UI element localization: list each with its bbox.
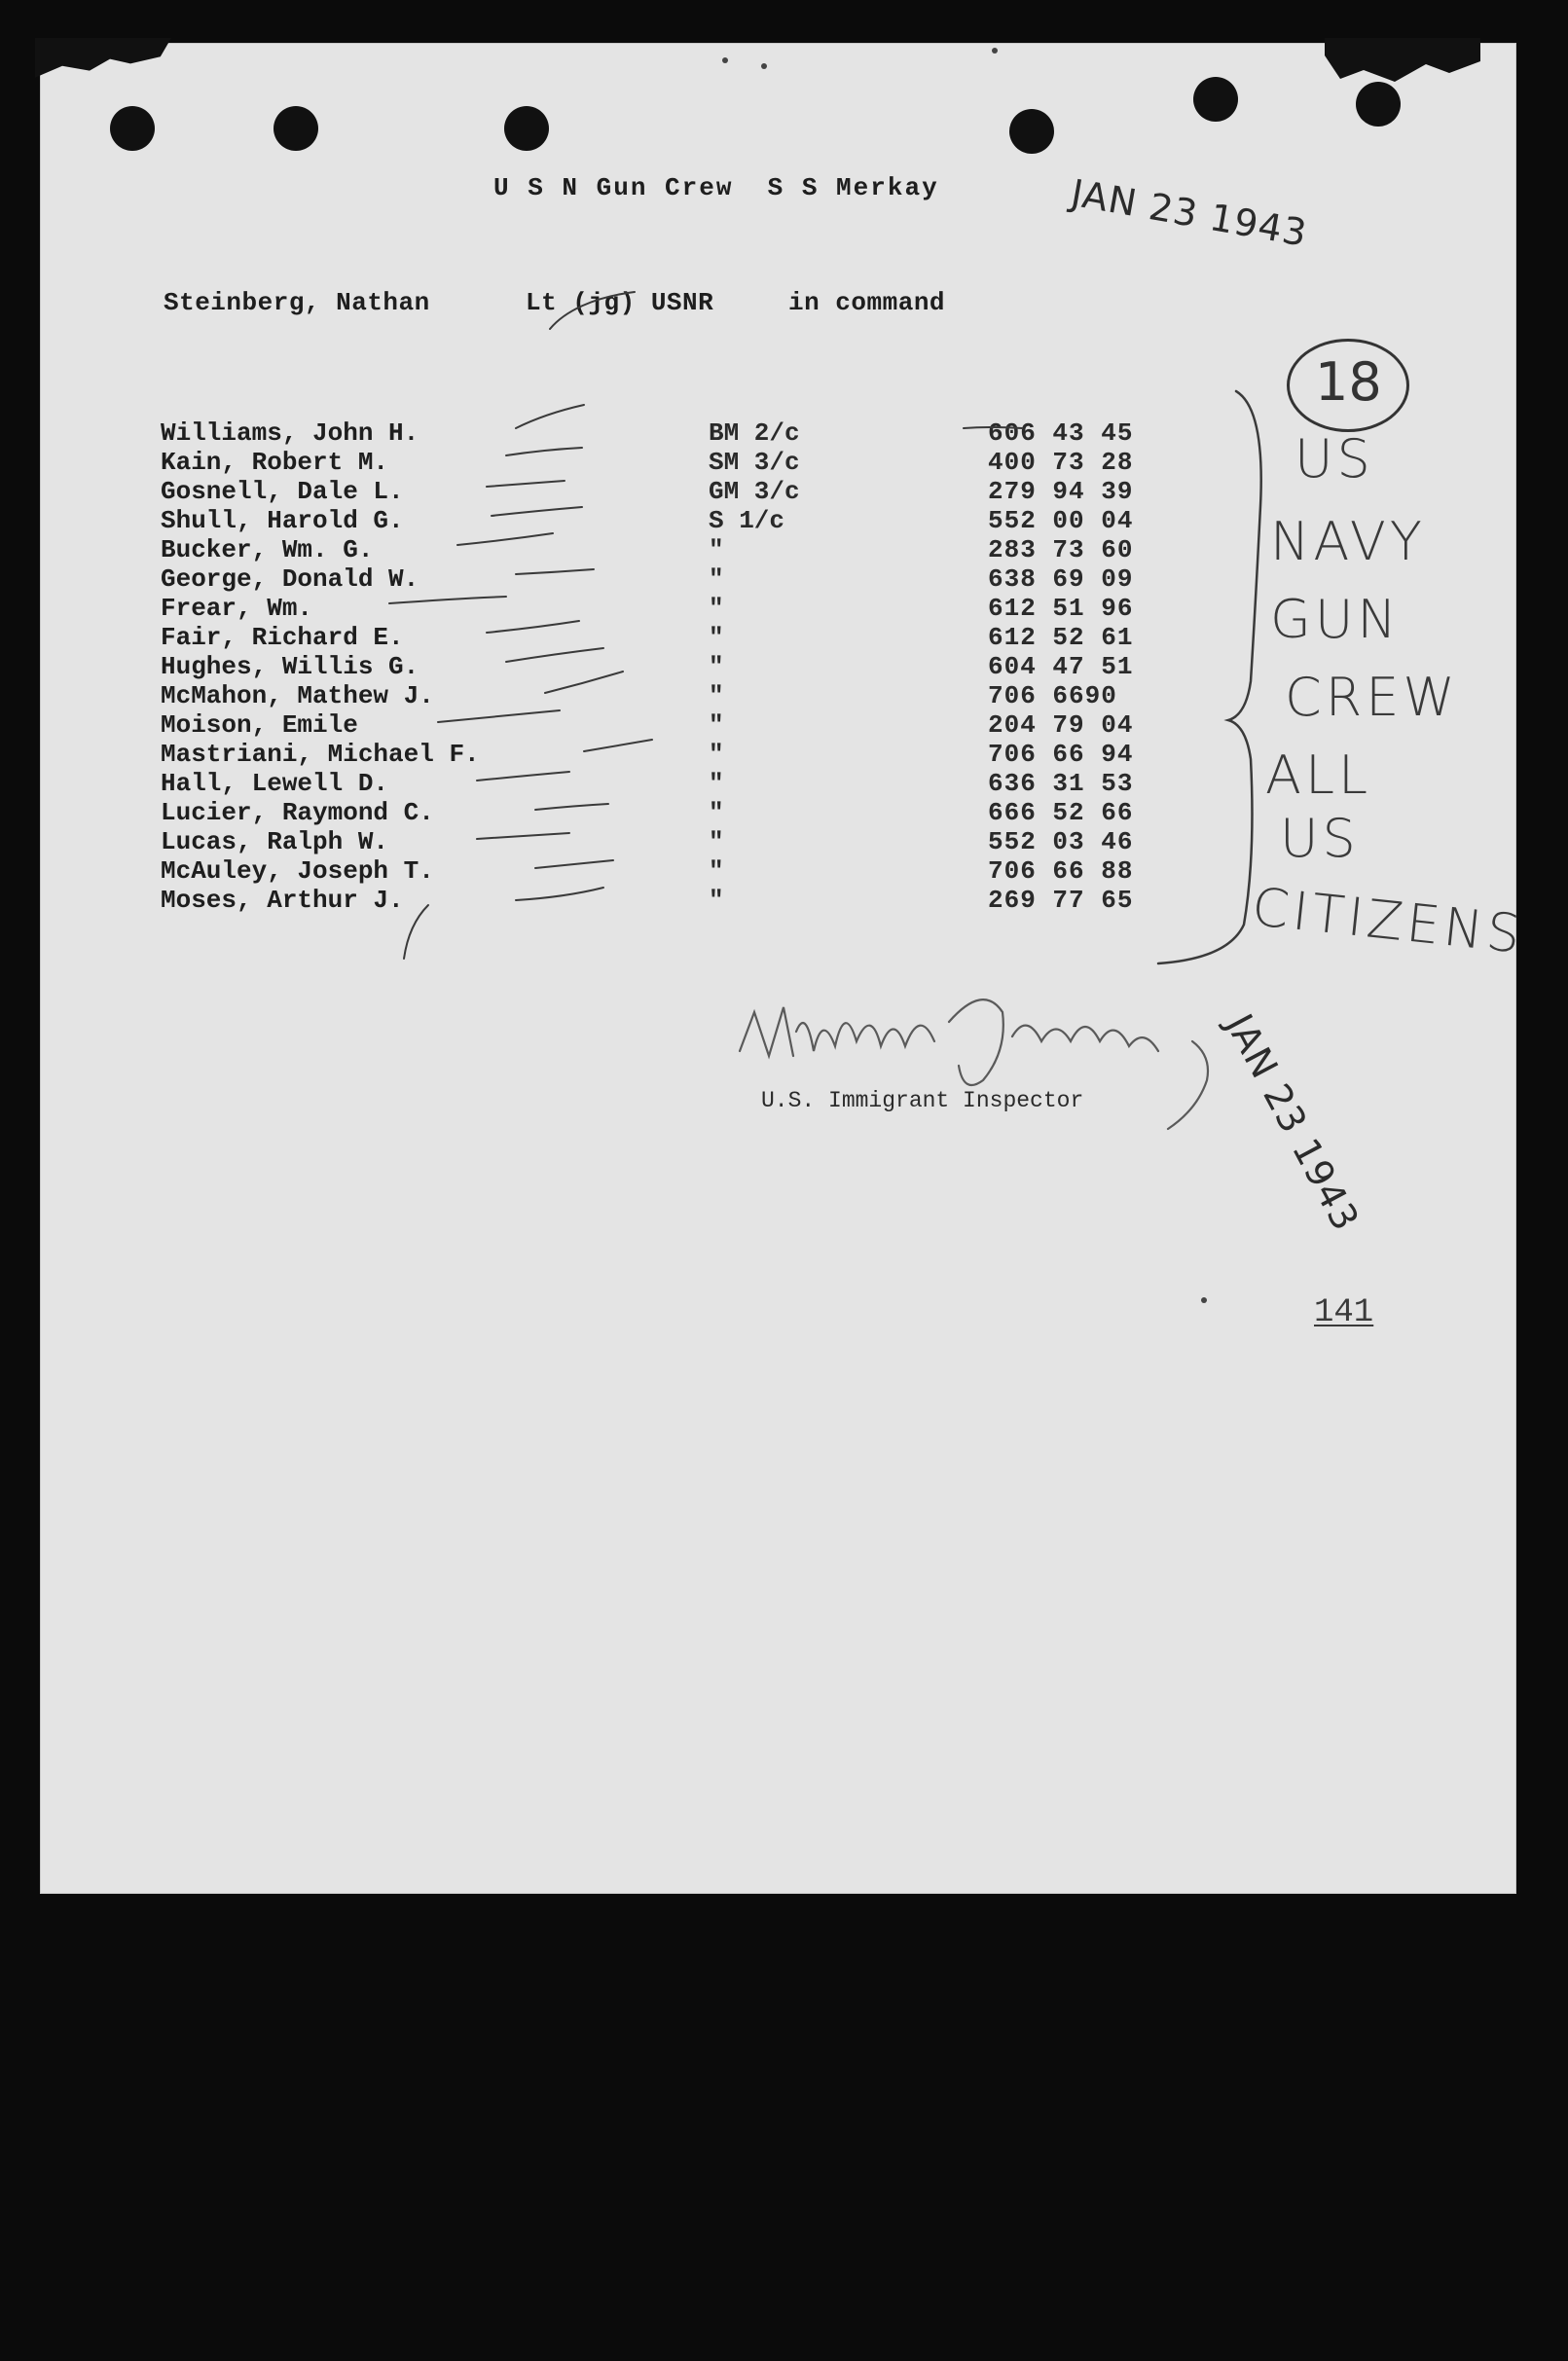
check-mark: [457, 533, 553, 545]
crew-rating: ": [709, 740, 724, 769]
stray-pen-stroke: [964, 427, 1022, 428]
received-date-stamp-rotated: JAN 23 1943: [1218, 1007, 1368, 1239]
crew-name: McMahon, Mathew J.: [161, 681, 434, 710]
crew-rating: ": [709, 564, 724, 594]
crew-name: Williams, John H.: [161, 418, 419, 448]
crew-service-number: 552 03 46: [988, 827, 1134, 856]
crew-service-number: 612 52 61: [988, 623, 1134, 652]
crew-rating: ": [709, 652, 724, 681]
stray-dot: [992, 48, 998, 54]
check-mark: [438, 710, 560, 722]
crew-name: Kain, Robert M.: [161, 448, 389, 477]
handwritten-note-line: NAVY: [1270, 511, 1426, 572]
handwritten-count-circle: [1287, 339, 1409, 432]
crew-rating: ": [709, 710, 724, 740]
crew-service-number: 204 79 04: [988, 710, 1134, 740]
check-mark: [535, 804, 608, 810]
check-mark: [492, 507, 582, 516]
crew-service-number: 269 77 65: [988, 886, 1134, 915]
document-title: U S N Gun Crew S S Merkay: [493, 173, 939, 202]
commander-role: in command: [788, 288, 946, 317]
crew-name: Lucier, Raymond C.: [161, 798, 434, 827]
crew-service-number: 706 66 94: [988, 740, 1134, 769]
crew-rating: ": [709, 856, 724, 886]
crew-service-number: 706 66 88: [988, 856, 1134, 886]
check-mark: [506, 448, 582, 455]
check-mark: [516, 569, 594, 574]
crew-rating: ": [709, 594, 724, 623]
crew-name: Moses, Arthur J.: [161, 886, 404, 915]
crew-name: Bucker, Wm. G.: [161, 535, 374, 564]
crew-rating: BM 2/c: [709, 418, 800, 448]
stray-dot: [761, 63, 767, 69]
crew-rating: S 1/c: [709, 506, 785, 535]
crew-name: Mastriani, Michael F.: [161, 740, 480, 769]
crew-rating: ": [709, 827, 724, 856]
received-date-stamp: JAN 23 1943: [1068, 171, 1311, 255]
handwritten-count: 18: [1315, 351, 1382, 413]
crew-name: McAuley, Joseph T.: [161, 856, 434, 886]
crew-service-number: 606 43 45: [988, 418, 1134, 448]
check-mark: [535, 860, 613, 868]
check-mark: [550, 292, 635, 329]
check-mark: [516, 888, 603, 900]
check-mark: [487, 621, 579, 633]
crew-rating: ": [709, 886, 724, 915]
crew-rating: ": [709, 535, 724, 564]
stray-dot: [1201, 1297, 1207, 1303]
crew-rating: GM 3/c: [709, 477, 800, 506]
commander-rank: Lt (jg) USNR: [526, 288, 714, 317]
crew-name: Lucas, Ralph W.: [161, 827, 389, 856]
check-mark: [506, 648, 603, 662]
crew-rating: ": [709, 798, 724, 827]
crew-service-number: 552 00 04: [988, 506, 1134, 535]
crew-rating: ": [709, 769, 724, 798]
check-mark: [487, 481, 565, 487]
stray-pen-stroke: [404, 905, 428, 959]
crew-service-number: 636 31 53: [988, 769, 1134, 798]
handwritten-note-line: CITIZENS: [1249, 876, 1527, 965]
crew-service-number: 400 73 28: [988, 448, 1134, 477]
crew-rating: SM 3/c: [709, 448, 800, 477]
check-mark: [584, 740, 652, 751]
commander-name: Steinberg, Nathan: [164, 288, 430, 317]
check-mark: [545, 672, 623, 693]
check-mark: [477, 833, 569, 839]
crew-service-number: 283 73 60: [988, 535, 1134, 564]
crew-name: George, Donald W.: [161, 564, 419, 594]
check-mark: [389, 597, 506, 603]
crew-name: Gosnell, Dale L.: [161, 477, 404, 506]
bracket-brace: [1158, 391, 1261, 963]
check-mark: [516, 405, 584, 428]
handwritten-note-line: US: [1295, 428, 1374, 490]
crew-service-number: 666 52 66: [988, 798, 1134, 827]
crew-service-number: 604 47 51: [988, 652, 1134, 681]
handwritten-note-line: GUN: [1270, 589, 1401, 650]
crew-name: Shull, Harold G.: [161, 506, 404, 535]
crew-service-number: 706 6690: [988, 681, 1117, 710]
crew-rating: ": [709, 623, 724, 652]
handwritten-note-line: CREW: [1285, 667, 1459, 728]
crew-service-number: 279 94 39: [988, 477, 1134, 506]
handwritten-note-line: ALL: [1265, 745, 1372, 806]
crew-service-number: 612 51 96: [988, 594, 1134, 623]
crew-name: Fair, Richard E.: [161, 623, 404, 652]
stray-dot: [722, 57, 728, 63]
crew-rating: ": [709, 681, 724, 710]
crew-service-number: 638 69 09: [988, 564, 1134, 594]
page-number: 141: [1314, 1294, 1374, 1331]
crew-name: Hughes, Willis G.: [161, 652, 419, 681]
handwritten-note-line: US: [1280, 808, 1360, 869]
crew-name: Hall, Lewell D.: [161, 769, 389, 798]
crew-name: Frear, Wm.: [161, 594, 313, 623]
crew-name: Moison, Emile: [161, 710, 358, 740]
check-mark: [477, 772, 569, 781]
inspector-caption: U.S. Immigrant Inspector: [761, 1088, 1084, 1113]
